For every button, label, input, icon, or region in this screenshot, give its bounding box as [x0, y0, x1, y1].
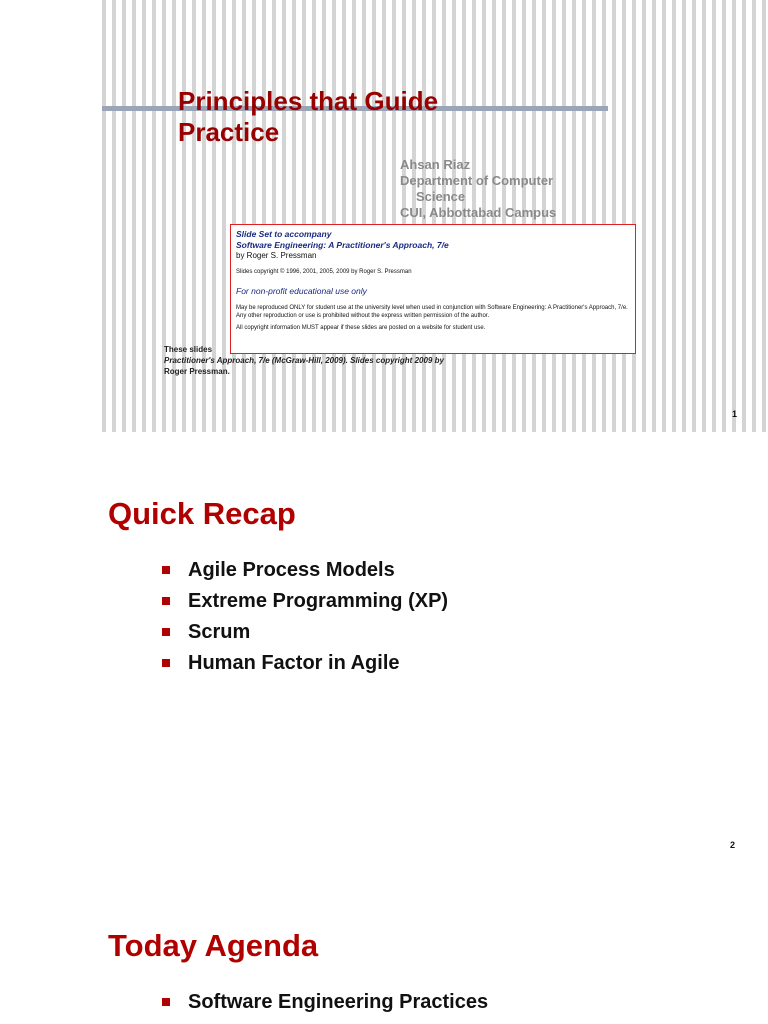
notice-accompany-line2: Software Engineering: A Practitioner's Approach, 7/e — [236, 240, 449, 250]
bullet-square-icon — [162, 597, 170, 605]
notice-reproduction: May be reproduced ONLY for student use at the university level when used in conjunction with Software Engineering: A Practitioner's Approach, 7/e. Any other reproduction or use is prohibited without the express written permission of the author. — [236, 305, 628, 319]
bullet-square-icon — [162, 628, 170, 636]
behind-text-line2: Practitioner's Approach, 7/e (McGraw-Hill, 2009). Slides copyright 2009 by — [164, 356, 444, 365]
behind-text-line1: These slides — [164, 345, 213, 354]
bullet-item — [160, 989, 488, 1020]
copyright-notice-box — [230, 224, 636, 354]
slide3-bullet-list — [160, 989, 488, 1020]
behind-text-line3: Roger Pressman. — [164, 367, 230, 376]
author-campus: CUI, Abbottabad Campus — [400, 205, 557, 220]
bullet-text: Human Factor in Agile — [188, 652, 400, 674]
author-name: Ahsan Riaz — [400, 157, 471, 172]
notice-copyright: Slides copyright © 1996, 2001, 2005, 2009 by Roger S. Pressman — [236, 269, 412, 275]
bullet-item — [160, 588, 448, 619]
bullet-item — [160, 619, 448, 650]
title-slide — [102, 0, 768, 432]
notice-by-line: by Roger S. Pressman — [236, 251, 317, 260]
bullet-text: Scrum — [188, 621, 251, 643]
bullet-item — [160, 650, 448, 681]
bullet-square-icon — [162, 998, 170, 1006]
bullet-text: Agile Process Models — [188, 559, 395, 581]
bullet-item — [160, 557, 448, 588]
author-dept-line2: Science — [416, 189, 466, 204]
bullet-square-icon — [162, 659, 170, 667]
slide-title-line2: Practice — [178, 117, 280, 147]
author-dept-line1: Department of Computer — [400, 173, 554, 188]
bullet-square-icon — [162, 566, 170, 574]
slide2-heading: Quick Recap — [108, 496, 296, 531]
notice-website: All copyright information MUST appear if these slides are posted on a website for student use. — [236, 325, 486, 331]
slide2-page-number: 2 — [730, 840, 736, 850]
notice-nonprofit: For non-profit educational use only — [236, 286, 367, 296]
slide3-heading: Today Agenda — [108, 928, 319, 963]
notice-accompany-line1: Slide Set to accompany — [236, 229, 332, 239]
slide-title-line1: Principles that Guide — [178, 86, 439, 116]
bullet-text: Software Engineering Practices — [188, 991, 489, 1013]
slide-title — [178, 86, 598, 148]
bullet-text: Extreme Programming (XP) — [188, 590, 449, 612]
author-block — [400, 157, 620, 221]
slide2-bullet-list — [160, 557, 448, 681]
slide-page-number: 1 — [732, 409, 738, 419]
